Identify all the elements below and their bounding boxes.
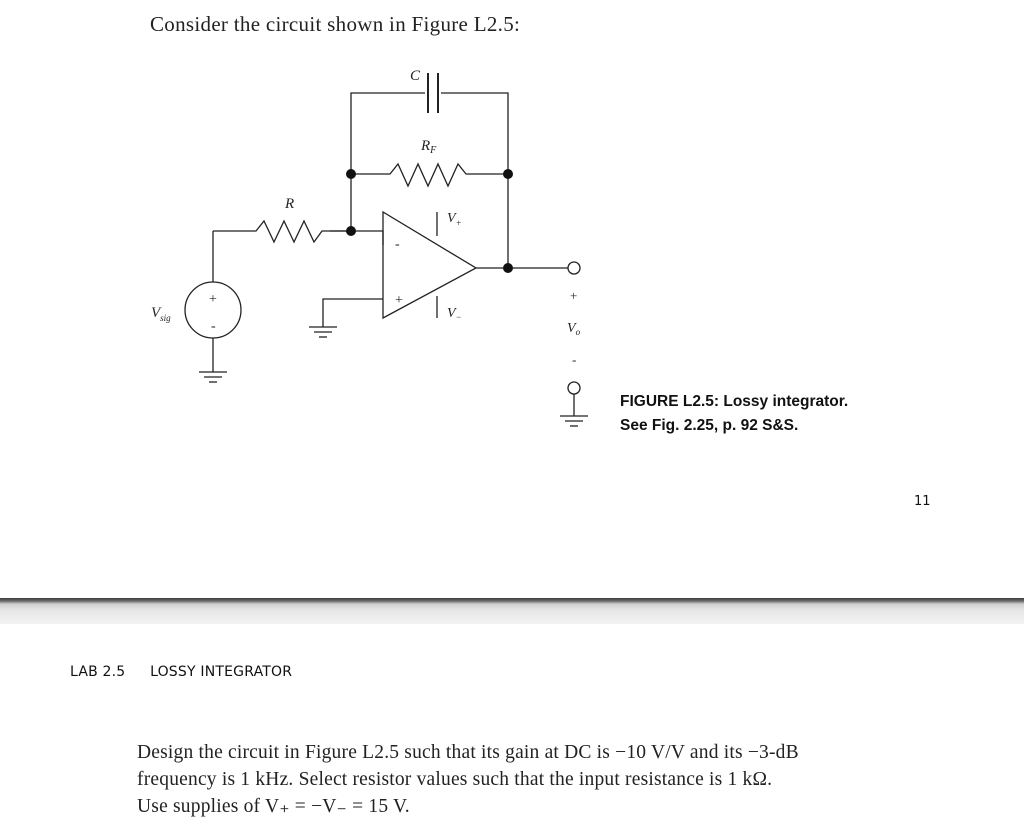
lab-title: LOSSY INTEGRATOR	[150, 664, 293, 680]
source-label: $V_{sig}$	[151, 305, 171, 323]
opamp-minus-sign: -	[395, 237, 400, 252]
output-label: $V_o$	[567, 321, 581, 337]
figure-caption	[620, 390, 848, 438]
input-resistor	[213, 221, 351, 242]
output-minus-sign: -	[572, 352, 577, 367]
task-paragraph	[137, 739, 937, 820]
ground-output	[560, 394, 588, 426]
ground-opamp	[309, 327, 337, 337]
feedback-resistor-label: $R_F$	[421, 138, 437, 156]
caption-line-1: FIGURE L2.5: Lossy integrator.	[620, 393, 849, 410]
junction-dot	[346, 226, 356, 236]
supply-pos-label: $V_+$	[447, 211, 462, 228]
opamp-plus-sign: +	[395, 293, 403, 308]
junction-dot	[503, 263, 513, 273]
output-terminal-top	[568, 262, 580, 274]
output-wire	[508, 174, 568, 268]
lab-header	[70, 664, 292, 680]
page-number: 11	[914, 494, 931, 509]
source-minus-sign: -	[211, 319, 216, 334]
junction-dot	[503, 169, 513, 179]
caption-line-2: See Fig. 2.25, p. 92 S&S.	[620, 417, 799, 434]
lab-number: LAB 2.5	[70, 664, 126, 680]
intro-text: Consider the circuit shown in Figure L2.5:	[150, 12, 521, 36]
junction-dot	[346, 169, 356, 179]
output-terminal-bottom	[568, 382, 580, 394]
source-plus-sign: +	[209, 292, 217, 307]
noninverting-input-wire	[323, 299, 383, 327]
task-line-1: Design the circuit in Figure L2.5 such that its gain at DC is −10 V/V and its −3-dB	[137, 742, 799, 763]
supply-neg-label: $V_-$	[447, 306, 462, 322]
feedback-resistor-wire	[351, 164, 508, 186]
capacitor-label: C	[410, 68, 421, 84]
task-line-3: Use supplies of V₊ = −V₋ = 15 V.	[137, 796, 410, 817]
ground-source	[199, 368, 227, 382]
page-divider	[0, 598, 1024, 624]
capacitor-wire	[351, 93, 508, 174]
task-line-2: frequency is 1 kHz. Select resistor values such that the input resistance is 1 kΩ.	[137, 769, 773, 790]
inverting-input-wire	[330, 174, 383, 245]
input-resistor-label: R	[285, 196, 295, 212]
output-plus-sign: +	[570, 288, 578, 303]
